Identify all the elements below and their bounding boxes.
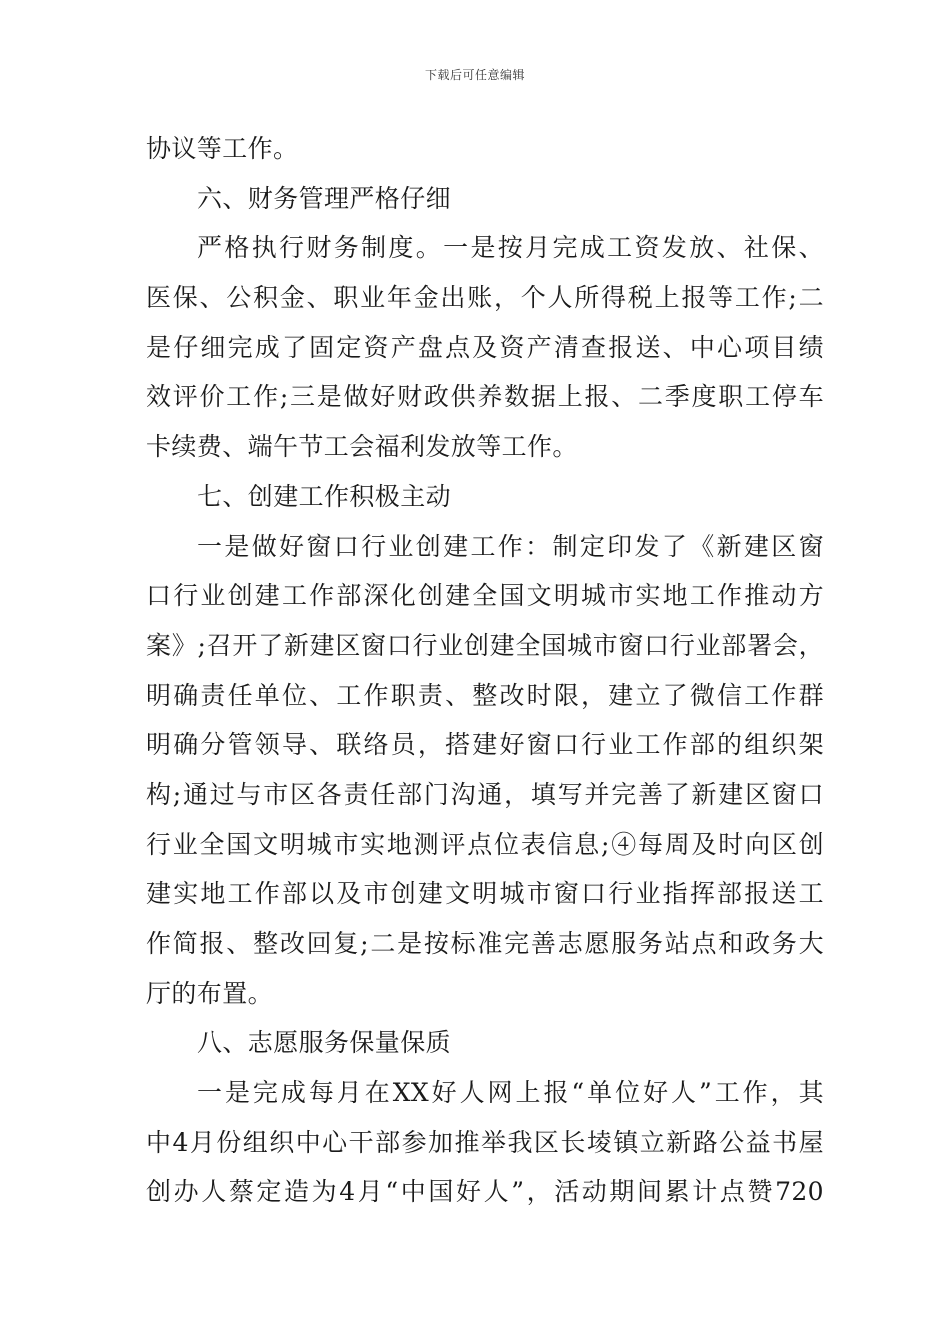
section-heading-eight: 八、志愿服务保量保质 xyxy=(197,1028,452,1058)
paragraph-line: 构;通过与市区各责任部门沟通，填写并完善了新建区窗口 xyxy=(146,779,824,809)
paragraph-line: 创办人蔡定造为4月“中国好人”，活动期间累计点赞720 xyxy=(146,1177,824,1207)
paragraph-line: 一是做好窗口行业创建工作：制定印发了《新建区窗 xyxy=(197,531,824,561)
paragraph-line: 是仔细完成了固定资产盘点及资产清查报送、中心项目绩 xyxy=(146,332,824,362)
paragraph-line: 医保、公积金、职业年金出账，个人所得税上报等工作;二 xyxy=(146,283,824,313)
paragraph-line: 明确分管领导、联络员，搭建好窗口行业工作部的组织架 xyxy=(146,730,824,760)
paragraph-line: 卡续费、端午节工会福利发放等工作。 xyxy=(146,432,578,462)
paragraph-continuation-line: 协议等工作。 xyxy=(146,134,299,163)
paragraph-line: 作简报、整改回复;二是按标准完善志愿服务站点和政务大 xyxy=(146,929,824,958)
paragraph-line: 中4月份组织中心干部参加推举我区长堎镇立新路公益书屋 xyxy=(146,1127,824,1157)
paragraph-line: 口行业创建工作部深化创建全国文明城市实地工作推动方 xyxy=(146,581,824,611)
paragraph-line: 案》;召开了新建区窗口行业创建全国城市窗口行业部署会， xyxy=(146,630,824,660)
paragraph-line: 建实地工作部以及市创建文明城市窗口行业指挥部报送工 xyxy=(146,879,824,909)
document-body xyxy=(146,124,824,1217)
section-heading-six: 六、财务管理严格仔细 xyxy=(197,183,452,213)
paragraph-line: 效评价工作;三是做好财政供养数据上报、二季度职工停车 xyxy=(146,382,824,412)
paragraph-line: 明确责任单位、工作职责、整改时限，建立了微信工作群 xyxy=(146,680,824,710)
paragraph-line: 严格执行财务制度。一是按月完成工资发放、社保、 xyxy=(197,233,824,263)
paragraph-line: 厅的布置。 xyxy=(146,978,274,1008)
section-heading-seven: 七、创建工作积极主动 xyxy=(197,481,452,511)
paragraph-line: 一是完成每月在XX好人网上报“单位好人”工作，其 xyxy=(197,1078,824,1108)
header-note: 下载后可任意编辑 xyxy=(424,68,525,82)
paragraph-line: 行业全国文明城市实地测评点位表信息;④每周及时向区创 xyxy=(146,829,824,859)
